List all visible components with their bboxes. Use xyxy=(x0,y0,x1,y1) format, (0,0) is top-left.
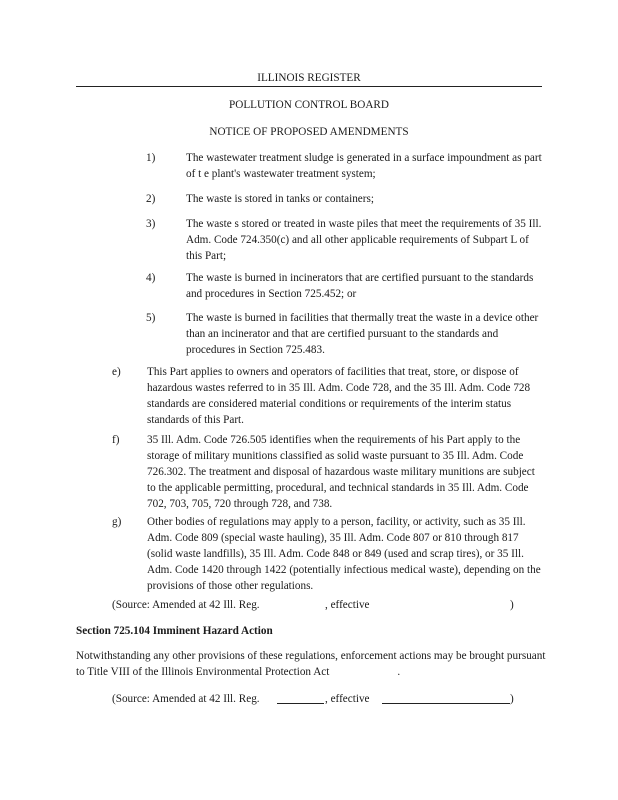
source-note-text: (Source: Amended at 42 Ill. Reg. xyxy=(112,599,260,611)
sub-item-number: 2) xyxy=(146,193,156,205)
section-heading: Section 725.104 Imminent Hazard Action xyxy=(76,625,273,637)
sub-item-text: The wastewater treatment sludge is generated in a surface impoundment as part of t e plant's wastewater treatment system; xyxy=(186,152,542,180)
board-title: POLLUTION CONTROL BOARD xyxy=(229,99,389,111)
source-note-text: (Source: Amended at 42 Ill. Reg. xyxy=(112,693,260,705)
sub-item-text: The waste is burned in facilities that thermally treat the waste in a device other than an incinerator and that are certified pursuant to the standards and procedures in Section 725.483. xyxy=(186,312,539,356)
sub-item-text: The waste is stored in tanks or containers; xyxy=(186,193,374,205)
item-number: e) xyxy=(112,366,121,378)
effective-blank-line xyxy=(382,692,510,704)
source-note-effective: , effective xyxy=(325,693,370,705)
sub-item-text: The waste s stored or treated in waste piles that meet the requirements of 35 Ill. Adm. Code 724.350(c) and all other applicable requirements of Subpart L of this Part; xyxy=(186,218,542,262)
source-note-effective: , effective xyxy=(325,599,370,611)
item-text: 35 Ill. Adm. Code 726.505 identifies when the requirements of his Part apply to the storage of military munitions classified as solid waste pursuant to 35 Ill. Adm. Code 726.302. The treatment and disposal of hazardous waste military munitions are subject to the applicable permitting, procedural, and technical standards in 35 Ill. Adm. Code 702, 703, 705, 720 through 728, and 738. xyxy=(147,434,535,510)
register-title: ILLINOIS REGISTER xyxy=(257,72,361,84)
sub-item-text: The waste is burned in incinerators that are certified pursuant to the standards and procedures in Section 725.452; or xyxy=(186,272,534,300)
sub-item-number: 5) xyxy=(146,312,156,324)
item-number: g) xyxy=(112,516,122,528)
sub-item-number: 4) xyxy=(146,272,156,284)
section-body xyxy=(76,648,546,680)
source-note xyxy=(112,597,552,613)
source-note-close: ) xyxy=(510,693,514,705)
sub-item-number: 1) xyxy=(146,152,156,164)
sub-item-number: 3) xyxy=(146,218,156,230)
item-number: f) xyxy=(112,434,120,446)
section-body-text: Notwithstanding any other provisions of these regulations, enforcement actions may be brought pursuant to Title VIII of the Illinois Environmental Protection Act xyxy=(76,650,546,678)
reg-blank-line xyxy=(277,692,324,704)
source-note-close: ) xyxy=(510,599,514,611)
source-note xyxy=(112,691,552,707)
notice-title: NOTICE OF PROPOSED AMENDMENTS xyxy=(209,126,409,138)
section-body-end: . xyxy=(397,666,401,678)
header-rule xyxy=(76,86,542,87)
item-text: This Part applies to owners and operators of facilities that treat, store, or dispose of hazardous wastes referred to in 35 Ill. Adm. Code 728, and the 35 Ill. Adm. Code 728 standards are considered material conditions or requirements of the interim status standards of this Part. xyxy=(147,366,531,426)
item-text: Other bodies of regulations may apply to a person, facility, or activity, such as 35 Ill. Adm. Code 809 (special waste hauling), 35 Ill. Adm. Code 807 or 810 through 817 (solid waste landfills), 35 Ill. Adm. Code 848 or 849 (used and scrap tires), or 35 Ill. Adm. Code 1420 through 1422 (potentially infectious medical waste), depending on the provisions of those other regulations. xyxy=(147,516,541,592)
